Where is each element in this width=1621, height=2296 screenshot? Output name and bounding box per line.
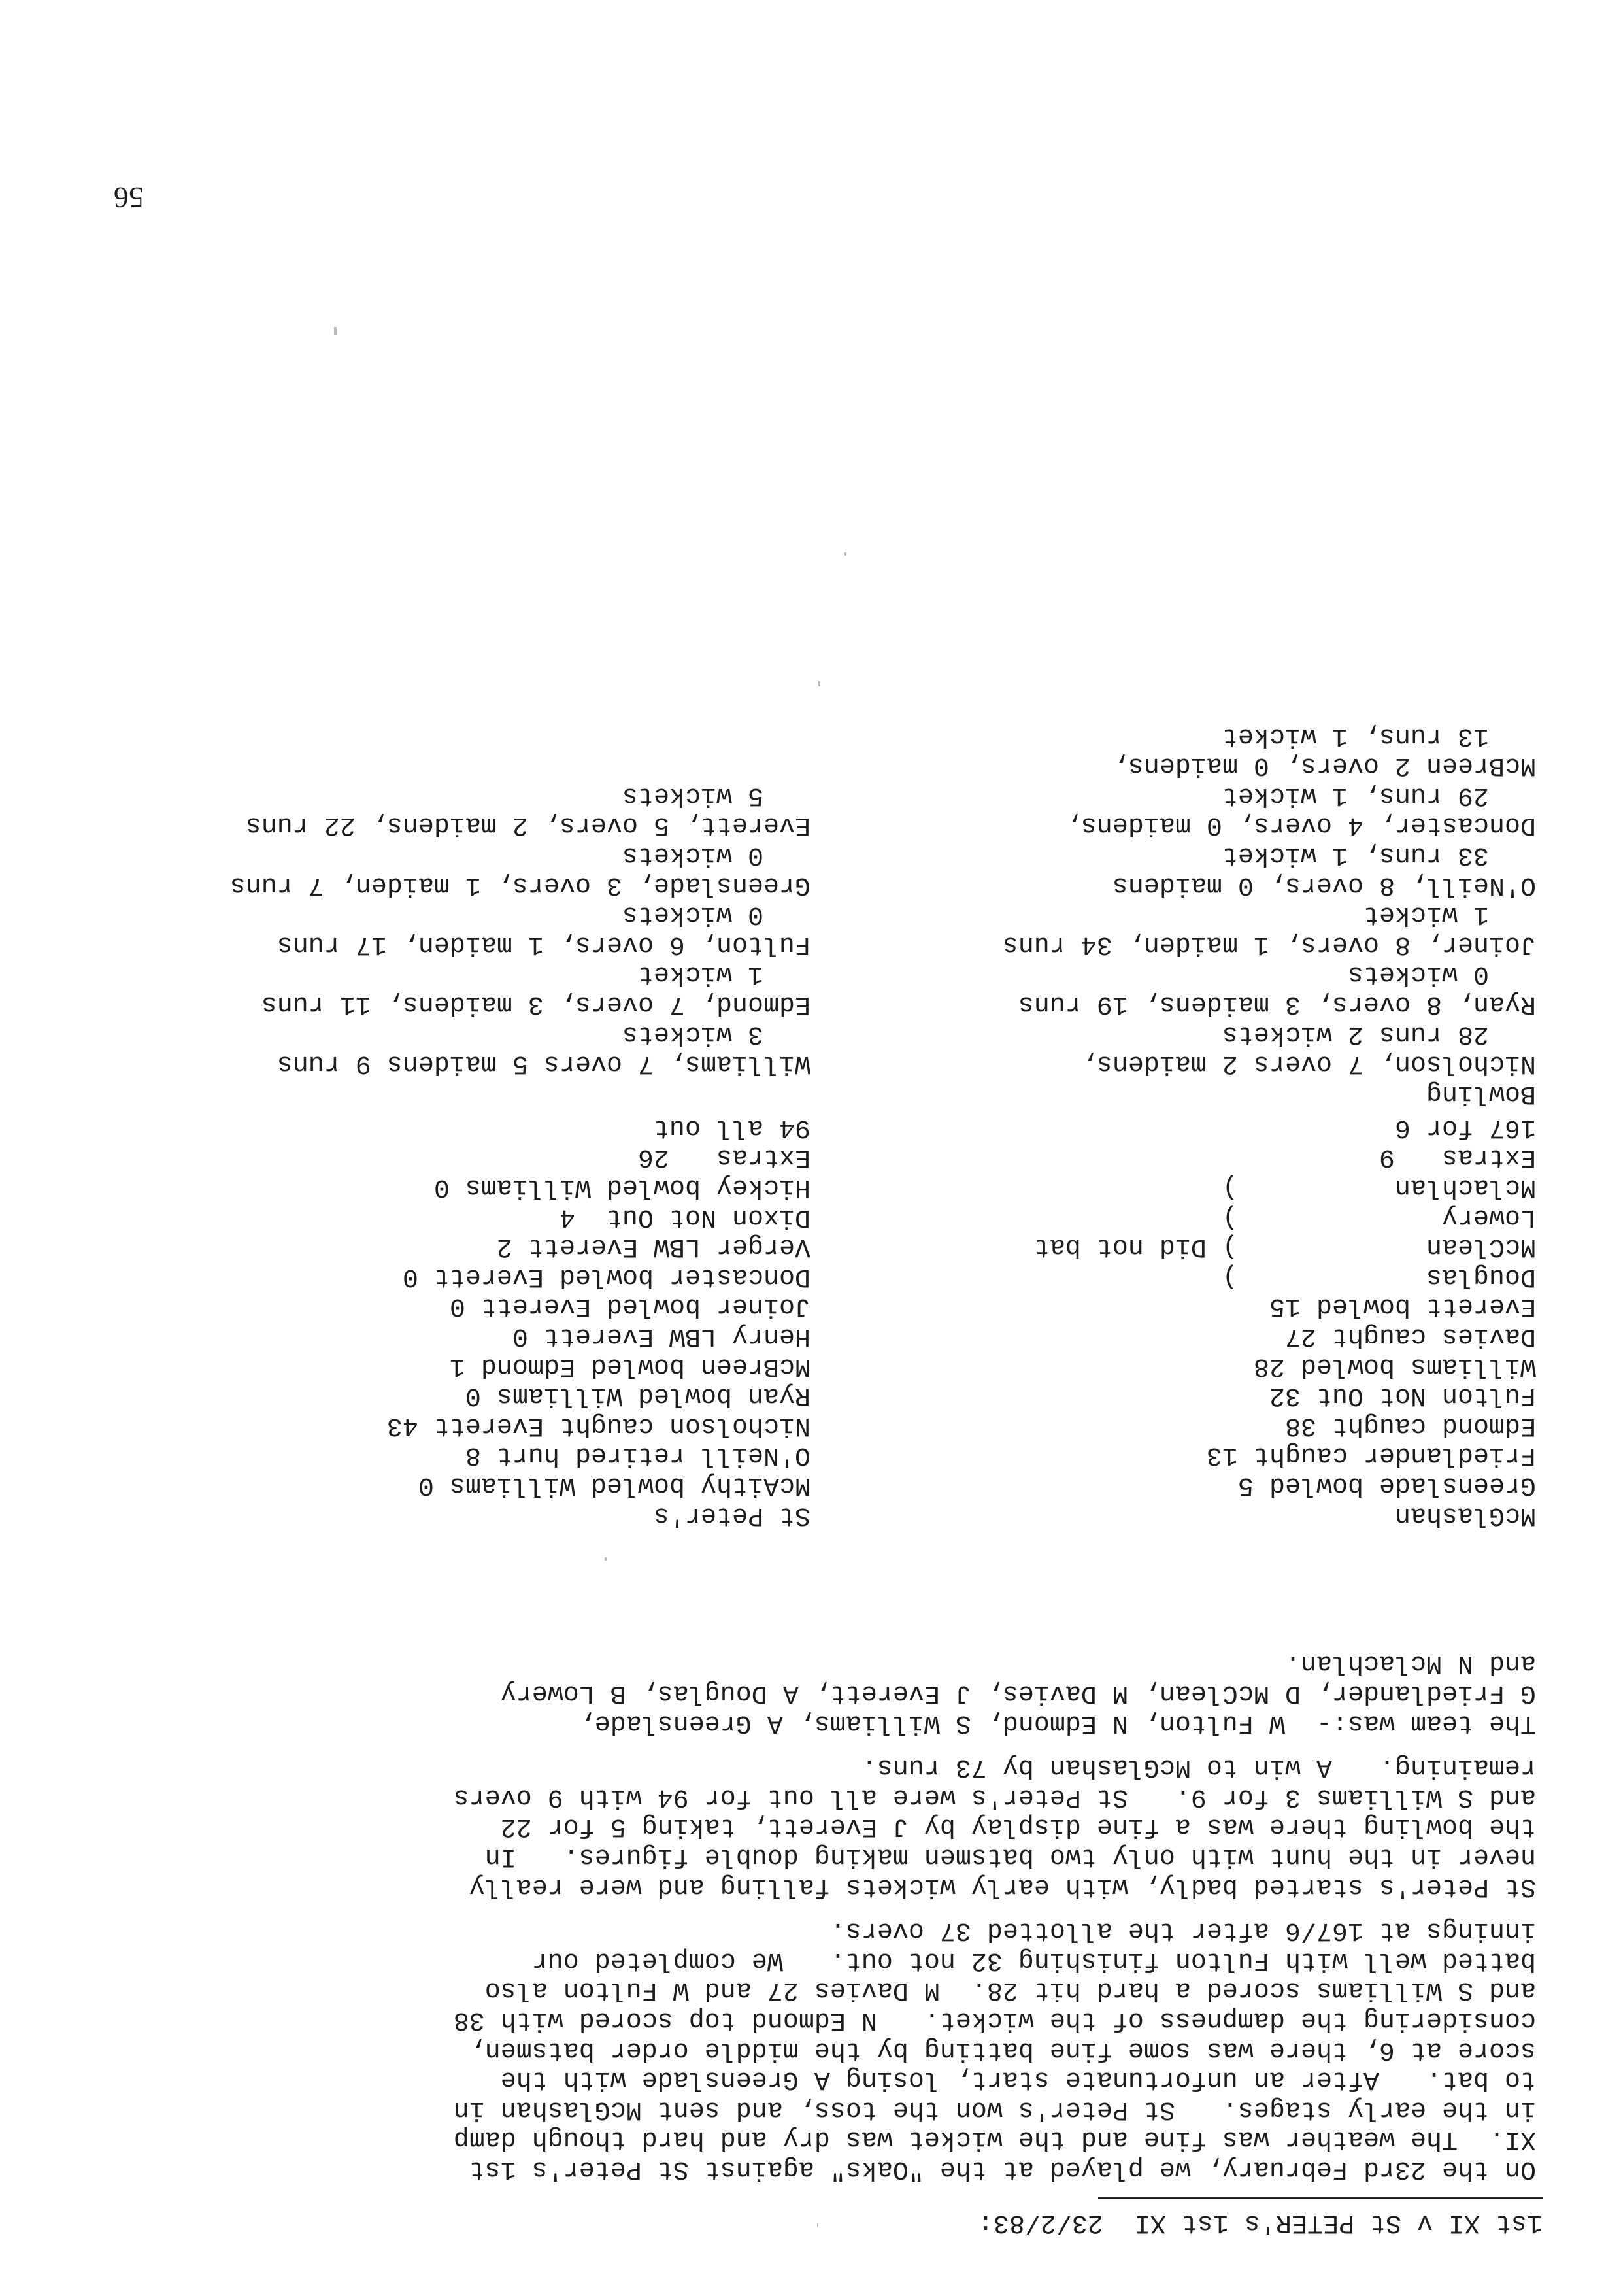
st-peters-bowling-entry: Joiner, 8 overs, 1 maiden, 34 runs — [1002, 929, 1536, 959]
mcglashan-batting-entry: Davies caught 27 — [1284, 1321, 1536, 1351]
st-peters-bowling-entry: Ryan, 8 overs, 3 maidens, 19 runs — [1018, 989, 1536, 1019]
st-peters-batting-entry: O'Neill retired hurt 8 — [465, 1440, 811, 1470]
st-peters-batting-entry: Hickey bowled Williams 0 — [433, 1172, 811, 1202]
st-peters-bowling-entry: Doncaster, 4 overs, 0 maidens, — [1065, 810, 1536, 840]
report-line: and N Mclachlan. — [1284, 1648, 1536, 1678]
report-line: G Friedlander, D McClean, M Davies, J Everett, A Douglas, B Lowery — [500, 1678, 1536, 1708]
bowling-title: Bowling — [1426, 1079, 1536, 1109]
mcglashan-bowling-entry: 5 wickets — [622, 780, 811, 810]
report-line: in the early stages. St Peter's won the toss, and sent McGlashan in — [453, 2094, 1536, 2124]
mcglashan-team-title: McGlashan — [1394, 1500, 1536, 1530]
page-number: 56 — [114, 181, 144, 214]
mcglashan-batting-entry: Lowery ) — [1222, 1202, 1536, 1232]
mcglashan-batting-entry: Friedlander caught 13 — [1206, 1440, 1536, 1470]
st-peters-batting-entry: Joiner bowled Everett 0 — [449, 1291, 811, 1321]
mcglashan-bowling-entry: 1 wicket — [637, 959, 811, 989]
st-peters-batting-entry: Ryan bowled Williams 0 — [465, 1381, 811, 1411]
mcglashan-batting-entry: Williams bowled 28 — [1253, 1351, 1536, 1381]
st-peters-batting-entry: McBreen bowled Edmond 1 — [449, 1351, 811, 1381]
mcglashan-batting-entry: Fulton Not Out 32 — [1269, 1381, 1536, 1411]
st-peters-batting-entry: 94 all out — [653, 1112, 811, 1142]
mcglashan-batting-entry: Mclachlan ) — [1222, 1172, 1536, 1202]
mcglashan-batting-entry: Everett bowled 15 — [1269, 1291, 1536, 1321]
report-line: and S Williams 3 for 9. St Peter's were all out for 94 with 9 overs — [453, 1781, 1536, 1812]
report-line: never in the hunt with only two batsmen making double figures. In — [484, 1842, 1536, 1871]
report-line: The team was:- W Fulton, N Edmond, S Williams, A Greenslade, — [578, 1708, 1536, 1738]
scan-speck — [334, 327, 337, 335]
st-peters-batting-entry: Extras 26 — [637, 1142, 811, 1172]
st-peters-batting-entry: Doncaster bowled Everett 0 — [402, 1261, 811, 1291]
mcglashan-bowling-entry: Williams, 7 overs 5 maidens 9 runs — [276, 1049, 811, 1079]
mcglashan-batting-entry: 167 for 6 — [1394, 1112, 1536, 1142]
scan-speck — [844, 552, 846, 556]
st-peters-batting-entry: Nicholson caught Everett 43 — [386, 1410, 811, 1440]
scan-speck — [605, 1557, 607, 1561]
st-peters-bowling-entry: 0 wickets — [1347, 959, 1536, 989]
mcglashan-batting-entry: McClean ) Did not bat — [1033, 1232, 1536, 1262]
report-line: and S Williams scored a hard hit 28. M Davies 27 and W Fulton also — [484, 1975, 1536, 2005]
mcglashan-bowling-entry: 0 wickets — [622, 900, 811, 930]
report-line: XI. The weather was fine and the wicket was dry and hard though damp — [453, 2124, 1536, 2154]
report-line: considering the dampness of the wicket. N Edmond top scored with 38 — [453, 2005, 1536, 2034]
heading-underline — [1098, 2197, 1543, 2199]
st-peters-batting-entry: Henry LBW Everett 0 — [512, 1321, 811, 1351]
report-line: innings at 167/6 after the allotted 37 overs. — [829, 1916, 1536, 1946]
mcglashan-batting-entry: Edmond caught 38 — [1284, 1410, 1536, 1440]
st-peters-bowling-entry: 28 runs 2 wickets — [1222, 1019, 1536, 1049]
report-line: the bowling there was a fine display by J Everett, taking 5 for 22 — [500, 1812, 1536, 1842]
st-peters-bowling-entry: 13 runs, 1 wicket — [1222, 720, 1536, 751]
mcglashan-bowling-entry: 3 wickets — [622, 1019, 811, 1049]
scan-speck — [817, 2223, 818, 2227]
st-peters-bowling-entry: O'Neill, 8 overs, 0 maidens — [1112, 869, 1536, 900]
mcglashan-batting-entry: Douglas ) — [1222, 1261, 1536, 1291]
st-peters-batting-entry: Dixon Not Out 4 — [559, 1202, 811, 1232]
st-peters-bowling-entry: 1 wicket — [1363, 900, 1536, 930]
mcglashan-bowling-entry: Fulton, 6 overs, 1 maiden, 17 runs — [276, 929, 811, 959]
mcglashan-bowling-entry: Everett, 5 overs, 2 maidens, 22 runs — [245, 810, 811, 840]
report-line: score at 6, there was some fine batting by the middle order batsmen, — [469, 2034, 1536, 2065]
match-heading: 1st XI v St PETER's 1st XI 23/2/83: — [977, 2208, 1543, 2237]
mcglashan-bowling-entry: Edmond, 7 overs, 3 maidens, 11 runs — [261, 989, 811, 1019]
report-line: remaining. A win to McGlashan by 73 runs. — [861, 1752, 1536, 1782]
scan-speck — [818, 681, 820, 686]
mcglashan-bowling-entry: Greenslade, 3 overs, 1 maiden, 7 runs — [229, 869, 811, 900]
mcglashan-batting-entry: Extras 9 — [1379, 1142, 1536, 1172]
report-line: batted well with Fulton finishing 32 not out. We completed our — [531, 1945, 1536, 1975]
st-peters-batting-entry: Verger LBW Everett 2 — [496, 1232, 811, 1262]
report-line: to bat. After an unfortunate start, losing A Greenslade with the — [500, 2065, 1536, 2095]
mcglashan-bowling-entry: 0 wickets — [622, 840, 811, 869]
report-line: St Peter's started badly, with early wickets falling and were really — [469, 1871, 1536, 1901]
st-peters-bowling-entry: 29 runs, 1 wicket — [1222, 780, 1536, 810]
st-peters-bowling-entry: 33 runs, 1 wicket — [1222, 840, 1536, 869]
st-peters-bowling-entry: McBreen 2 overs, 0 maidens, — [1112, 751, 1536, 781]
report-line: On the 23rd February, we played at the "Oaks" against St Peter's 1st — [469, 2154, 1536, 2184]
st-peters-team-title: St Peter's — [653, 1500, 811, 1530]
st-peters-batting-entry: McAithy bowled Williams 0 — [418, 1470, 811, 1500]
st-peters-bowling-entry: Nicholson, 7 overs 2 maidens, — [1080, 1049, 1536, 1079]
mcglashan-batting-entry: Greenslade bowled 5 — [1237, 1470, 1536, 1500]
